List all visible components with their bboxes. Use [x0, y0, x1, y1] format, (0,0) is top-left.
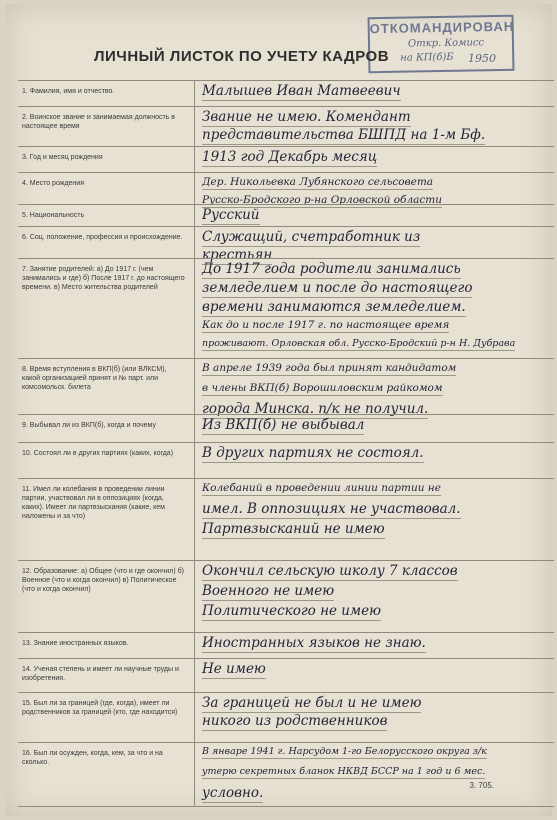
- form-row: [18, 80, 554, 107]
- row-answer: [202, 205, 550, 227]
- form-row: [18, 742, 554, 807]
- row-label: [18, 693, 190, 743]
- handwritten-answer-line: Иностранных языков не знаю.: [202, 635, 426, 651]
- handwritten-answer-line: Колебаний в проведении линии партии не: [202, 482, 441, 494]
- handwritten-answer-line: Звание не имею. Комендант: [202, 109, 411, 125]
- row-label-text: 7. Занятие родителей: а) До 1917 г. (чем занимались и где) б) После 1917 г. до настоящего времени. в) Место жительства родителей: [22, 266, 185, 291]
- form-row: [18, 414, 554, 443]
- row-label: [18, 633, 190, 659]
- handwritten-answer-line: Окончил сельскую школу 7 классов: [202, 563, 458, 579]
- form-row: [18, 478, 554, 561]
- handwritten-answer-line: земледелием и после до настоящего: [202, 280, 473, 296]
- row-label-text: 16. Был ли осужден, когда, кем, за что и на сколько.: [22, 750, 163, 766]
- handwritten-answer-line: Не имею: [202, 661, 266, 677]
- row-label-text: 10. Состоял ли в других партиях (каких, когда): [22, 450, 174, 457]
- column-divider: [194, 259, 195, 359]
- column-divider: [194, 227, 195, 259]
- handwritten-answer-line: В других партиях не состоял.: [202, 445, 424, 461]
- row-answer: [202, 81, 550, 107]
- page-number: 3. 705.: [469, 781, 494, 790]
- column-divider: [194, 359, 195, 415]
- column-divider: [194, 693, 195, 743]
- handwritten-answer-line: условно.: [202, 785, 264, 801]
- column-divider: [194, 205, 195, 227]
- column-divider: [194, 561, 195, 633]
- handwritten-answer-line: Малышев Иван Матвеевич: [202, 83, 401, 99]
- row-answer: [202, 633, 550, 659]
- row-label-text: 3. Год и месяц рождения: [22, 154, 103, 161]
- handwritten-answer-line: Партвзысканий не имею: [202, 521, 385, 537]
- column-divider: [194, 173, 195, 205]
- row-label-text: 12. Образование: а) Общее (что и где окончил) б) Военное (что и когда окончил) в) Политическое (что и когда окончил): [22, 568, 184, 593]
- column-divider: [194, 633, 195, 659]
- handwritten-answer-line: До 1917 года родители занимались: [202, 261, 461, 277]
- document-sheet: [6, 4, 552, 816]
- handwritten-answer-line: Русско-Бродского р-на Орловской области: [202, 194, 442, 206]
- form-row: [18, 258, 554, 359]
- column-divider: [194, 415, 195, 443]
- row-label: [18, 147, 190, 173]
- row-answer: [202, 743, 550, 807]
- row-answer: [202, 443, 550, 479]
- form-row: [18, 692, 554, 743]
- row-label: [18, 479, 190, 561]
- stamp-line-2: на КП(б)Б: [400, 51, 454, 64]
- row-label: [18, 81, 190, 107]
- row-answer: [202, 415, 550, 443]
- handwritten-answer-line: никого из родственников: [202, 713, 388, 729]
- row-label-text: 15. Был ли за границей (где, когда), имеет ли родственников за границей (кто, где находится): [22, 700, 178, 716]
- handwritten-answer-line: представительства БШПД на 1-м Бф.: [202, 127, 486, 143]
- handwritten-answer-line: города Минска. п/к не получил.: [202, 401, 429, 417]
- row-label: [18, 359, 190, 415]
- form-row: [18, 560, 554, 633]
- row-label-text: 9. Выбывал ли из ВКП(б), когда и почему: [22, 422, 156, 429]
- row-label: [18, 443, 190, 479]
- column-divider: [194, 659, 195, 693]
- row-answer: [202, 359, 550, 415]
- column-divider: [194, 743, 195, 807]
- handwritten-answer-line: В апреле 1939 года был принят кандидатом: [202, 362, 457, 374]
- form-row: [18, 226, 554, 263]
- form-row: [18, 632, 554, 659]
- handwritten-answer-line: проживают. Орловская обл. Русско-Бродский р-н Н. Дубрава: [202, 338, 516, 349]
- row-answer: [202, 479, 550, 561]
- handwritten-answer-line: крестьян: [202, 247, 273, 263]
- stamp-line-1: Откр. Комисс: [407, 37, 485, 50]
- form-row: [18, 106, 554, 147]
- form-row: [18, 172, 554, 205]
- row-answer: [202, 693, 550, 743]
- handwritten-answer-line: Как до и после 1917 г. по настоящее время: [202, 319, 450, 331]
- handwritten-answer-line: Военного не имею: [202, 583, 335, 599]
- form-row: [18, 658, 554, 693]
- handwritten-answer-line: За границей не был и не имею: [202, 695, 422, 711]
- handwritten-answer-line: в члены ВКП(б) Ворошиловским райкомом: [202, 382, 443, 394]
- row-label-text: 11. Имел ли колебания в проведении линии партии, участвовал ли в оппозициях (когда, каких). Имеет ли партвзыскания (какие, кем наложены и за что): [22, 486, 165, 520]
- column-divider: [194, 81, 195, 107]
- column-divider: [194, 479, 195, 561]
- row-label: [18, 561, 190, 633]
- bottom-divider: [18, 806, 554, 807]
- row-label: [18, 659, 190, 693]
- form-row: [18, 204, 554, 227]
- stamp-title: ОТКОМАНДИРОВАН: [369, 18, 515, 37]
- column-divider: [194, 107, 195, 147]
- form-row: [18, 358, 554, 415]
- row-answer: [202, 107, 550, 147]
- handwritten-answer-line: Из ВКП(б) не выбывал: [202, 417, 365, 433]
- row-label: [18, 205, 190, 227]
- row-label-text: 6. Соц. положение, профессия и происхождение.: [22, 234, 183, 241]
- row-label-text: 1. Фамилия, имя и отчество.: [22, 88, 115, 95]
- handwritten-answer-line: утерю секретных бланок НКВД БССР на 1 год и 6 мес.: [202, 766, 486, 777]
- form-row: [18, 442, 554, 479]
- handwritten-answer-line: В январе 1941 г. Нарсудом 1-го Белорусского округа з/к: [202, 746, 487, 757]
- column-divider: [194, 147, 195, 173]
- handwritten-answer-line: Служащий, счетработник из: [202, 229, 421, 245]
- row-label-text: 5. Национальность: [22, 212, 85, 219]
- handwritten-answer-line: времени занимаются земледелием.: [202, 299, 466, 315]
- row-label: [18, 743, 190, 807]
- row-label: [18, 259, 190, 359]
- row-label-text: 13. Знание иностранных языков.: [22, 640, 129, 647]
- row-answer: [202, 659, 550, 693]
- row-answer: [202, 147, 550, 173]
- column-divider: [194, 443, 195, 479]
- row-label-text: 8. Время вступления в ВКП(б) (или ВЛКСМ), какой организацией принят и № парт. или комсомольск. билета: [22, 366, 167, 391]
- document-title: ЛИЧНЫЙ ЛИСТОК ПО УЧЕТУ КАДРОВ: [94, 48, 390, 65]
- form-row: [18, 146, 554, 173]
- row-label-text: 2. Воинское звание и занимаемая должность в настоящее время: [22, 114, 175, 130]
- row-answer: [202, 227, 550, 263]
- handwritten-answer-line: Русский: [202, 207, 260, 223]
- row-label: [18, 107, 190, 147]
- row-label: [18, 415, 190, 443]
- row-label: [18, 227, 190, 259]
- handwritten-answer-line: 1913 год Декабрь месяц: [202, 149, 378, 165]
- stamp-date: 1950: [468, 52, 496, 65]
- row-answer: [202, 561, 550, 633]
- row-answer: [202, 259, 550, 359]
- row-label: [18, 173, 190, 205]
- handwritten-answer-line: Политического не имею: [202, 603, 382, 619]
- handwritten-answer-line: Дер. Никольевка Лубянского сельсовета: [202, 176, 434, 188]
- row-answer: [202, 173, 550, 205]
- row-label-text: 4. Место рождения: [22, 180, 84, 187]
- handwritten-answer-line: имел. В оппозициях не участвовал.: [202, 501, 461, 517]
- row-label-text: 14. Ученая степень и имеет ли научные труды и изобретения.: [22, 666, 179, 682]
